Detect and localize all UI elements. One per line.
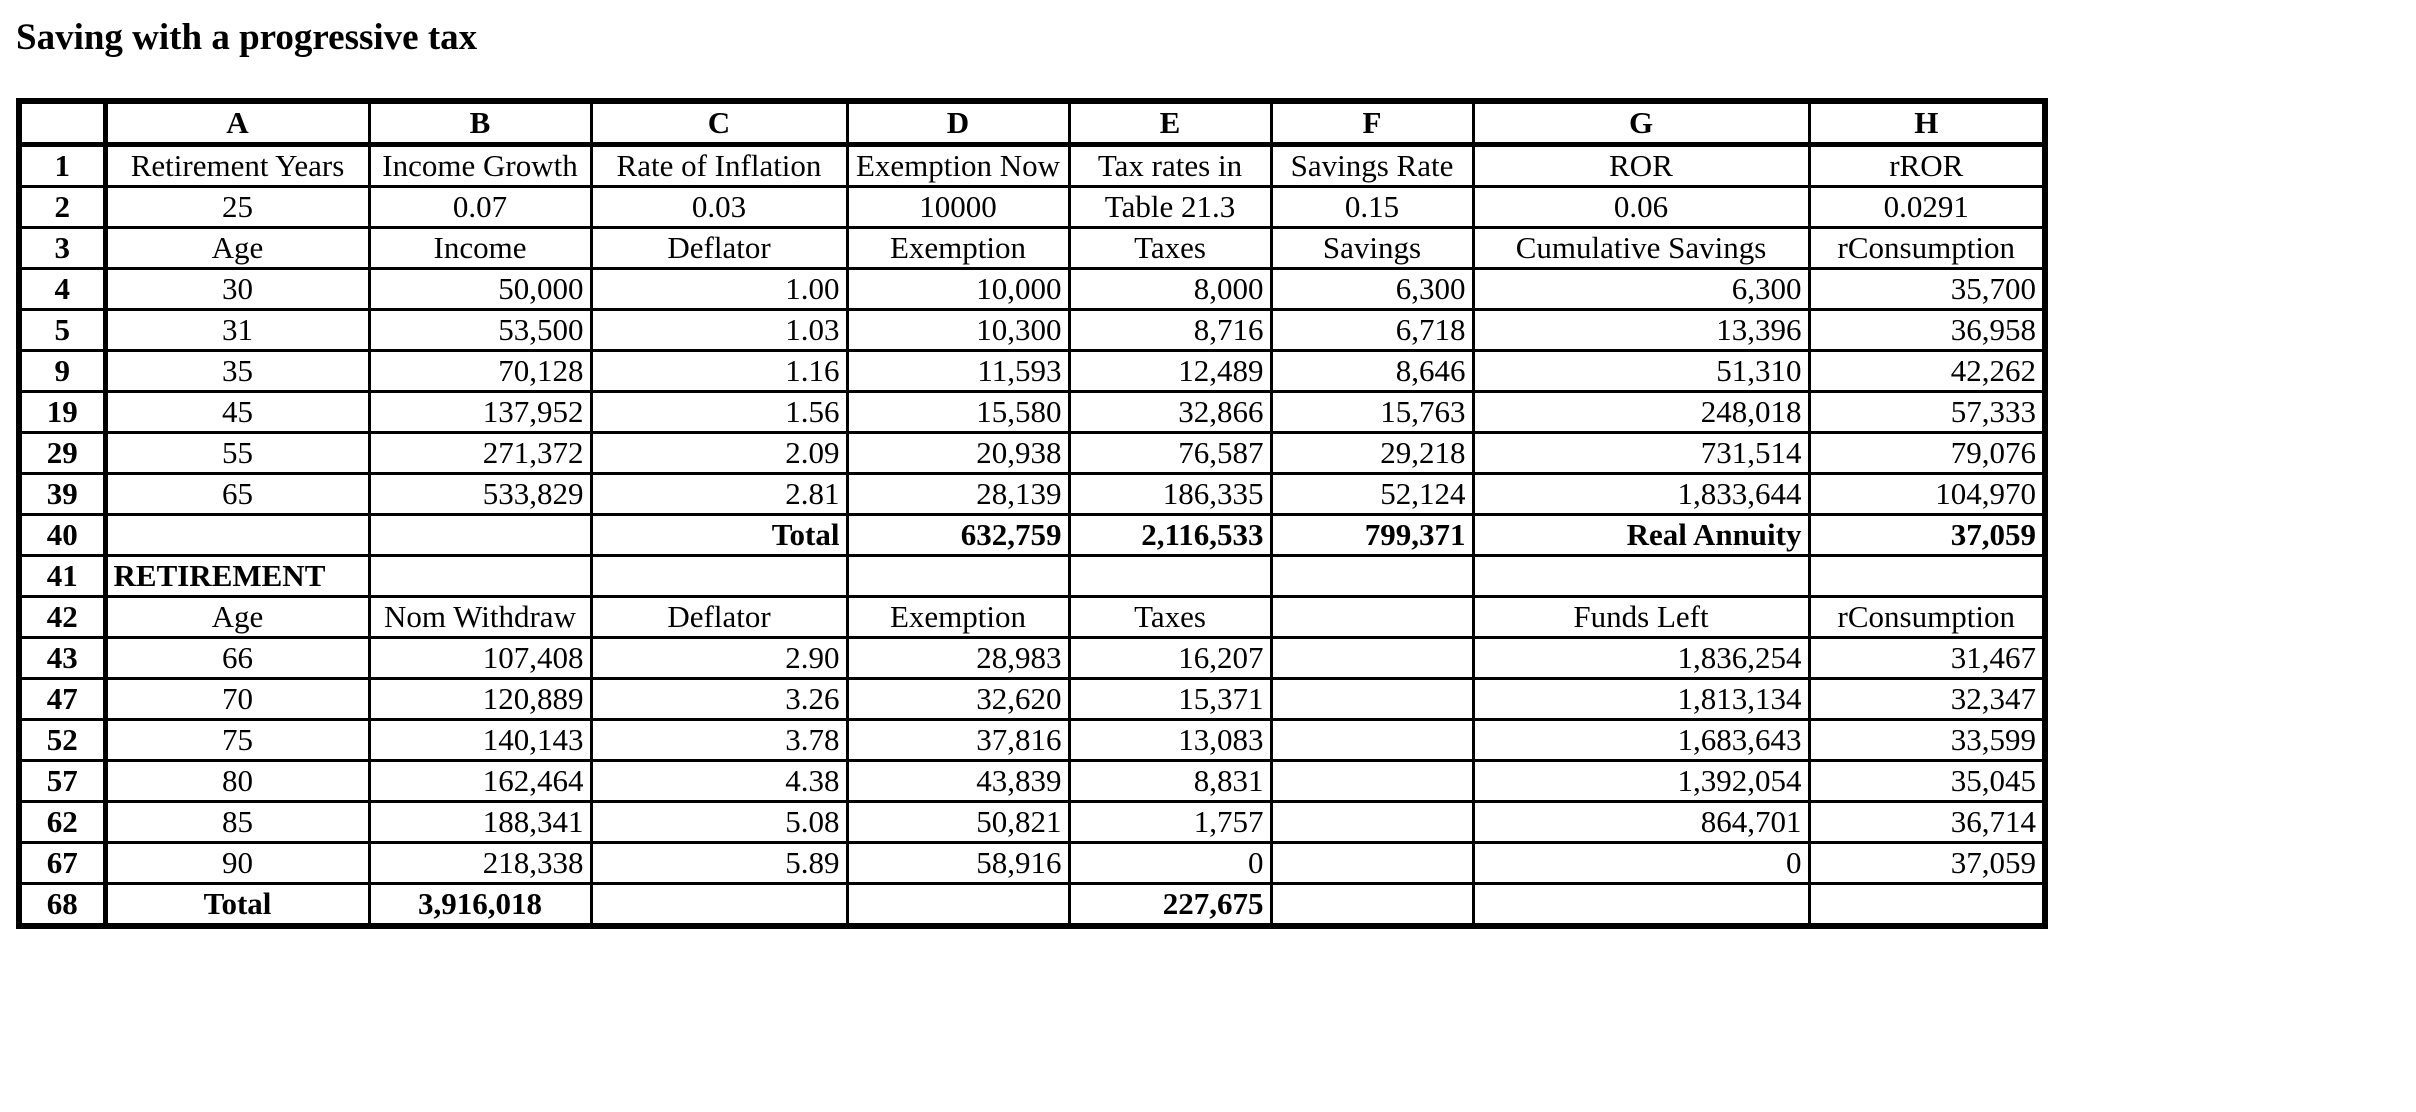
cell-b[interactable]: 137,952 [369,392,591,433]
cell-f[interactable] [1271,638,1473,679]
cell-e[interactable]: 12,489 [1069,351,1271,392]
table-row [19,433,2045,474]
cell-g[interactable]: ROR [1473,145,1809,187]
cell-d[interactable] [847,556,1069,597]
cell-h[interactable]: 32,347 [1809,679,2045,720]
cell-e[interactable]: 15,371 [1069,679,1271,720]
cell-e[interactable]: Taxes [1069,597,1271,638]
cell-g[interactable]: 51,310 [1473,351,1809,392]
cell-b[interactable]: 70,128 [369,351,591,392]
cell-d[interactable]: 43,839 [847,761,1069,802]
cell-a[interactable]: Retirement Years [105,145,369,187]
row-number[interactable]: 39 [19,474,105,515]
table-row [19,228,2045,269]
cell-e[interactable]: 8,831 [1069,761,1271,802]
cell-g[interactable] [1473,884,1809,927]
cell-f[interactable]: Savings [1271,228,1473,269]
cell-f[interactable]: Savings Rate [1271,145,1473,187]
cell-b[interactable] [369,556,591,597]
row-number[interactable]: 47 [19,679,105,720]
cell-a[interactable]: 90 [105,843,369,884]
cell-h[interactable]: 33,599 [1809,720,2045,761]
cell-f[interactable]: 6,718 [1271,310,1473,351]
cell-a[interactable]: 30 [105,269,369,310]
cell-a[interactable]: 70 [105,679,369,720]
cell-d[interactable]: 632,759 [847,515,1069,556]
cell-f[interactable] [1271,884,1473,927]
cell-c[interactable]: Deflator [591,228,847,269]
column-header-g[interactable]: G [1473,101,1809,145]
cell-b[interactable]: 50,000 [369,269,591,310]
row-number[interactable]: 41 [19,556,105,597]
cell-e[interactable]: 32,866 [1069,392,1271,433]
cell-f[interactable]: 0.15 [1271,187,1473,228]
cell-c[interactable]: 5.08 [591,802,847,843]
row-number[interactable]: 62 [19,802,105,843]
cell-a[interactable]: Age [105,228,369,269]
row-number[interactable]: 19 [19,392,105,433]
table-row [19,269,2045,310]
cell-c[interactable]: Deflator [591,597,847,638]
cell-g[interactable]: Real Annuity [1473,515,1809,556]
table-row [19,474,2045,515]
cell-g[interactable] [1473,556,1809,597]
cell-c[interactable]: 0.03 [591,187,847,228]
row-number[interactable]: 40 [19,515,105,556]
cell-a[interactable]: 66 [105,638,369,679]
table-row [19,761,2045,802]
cell-a[interactable]: 65 [105,474,369,515]
cell-h[interactable]: 37,059 [1809,843,2045,884]
cell-e[interactable]: 76,587 [1069,433,1271,474]
cell-a[interactable]: RETIREMENT [105,556,369,597]
cell-e[interactable]: 13,083 [1069,720,1271,761]
cell-h[interactable]: 79,076 [1809,433,2045,474]
cell-b[interactable]: 3,916,018 [369,884,591,927]
cell-g[interactable]: 0.06 [1473,187,1809,228]
cell-e[interactable]: Table 21.3 [1069,187,1271,228]
column-header-d[interactable]: D [847,101,1069,145]
cell-e[interactable]: 186,335 [1069,474,1271,515]
cell-c[interactable] [591,884,847,927]
cell-e[interactable]: 1,757 [1069,802,1271,843]
row-number[interactable]: 2 [19,187,105,228]
column-header-row [19,101,2045,145]
cell-f[interactable]: 799,371 [1271,515,1473,556]
cell-f[interactable] [1271,556,1473,597]
column-header-f[interactable]: F [1271,101,1473,145]
cell-f[interactable]: 29,218 [1271,433,1473,474]
cell-b[interactable]: 188,341 [369,802,591,843]
cell-c[interactable]: 1.16 [591,351,847,392]
cell-f[interactable] [1271,720,1473,761]
cell-d[interactable]: Exemption [847,597,1069,638]
cell-g[interactable]: 864,701 [1473,802,1809,843]
cell-d[interactable]: Exemption [847,228,1069,269]
cell-c[interactable]: 5.89 [591,843,847,884]
column-header-h[interactable]: H [1809,101,2045,145]
cell-b[interactable]: Income [369,228,591,269]
row-number[interactable]: 42 [19,597,105,638]
cell-b[interactable]: 0.07 [369,187,591,228]
cell-b[interactable] [369,515,591,556]
cell-f[interactable] [1271,843,1473,884]
cell-d[interactable]: 20,938 [847,433,1069,474]
cell-a[interactable]: 75 [105,720,369,761]
page-title: Saving with a progressive tax [16,17,478,58]
table-row [19,597,2045,638]
cell-a[interactable]: Age [105,597,369,638]
cell-g[interactable]: 248,018 [1473,392,1809,433]
cell-c[interactable]: 4.38 [591,761,847,802]
table-row [19,720,2045,761]
cell-d[interactable]: 58,916 [847,843,1069,884]
cell-h[interactable]: 37,059 [1809,515,2045,556]
cell-b[interactable]: Nom Withdraw [369,597,591,638]
cell-b[interactable]: 140,143 [369,720,591,761]
table-row [19,556,2045,597]
cell-h[interactable]: 36,958 [1809,310,2045,351]
cell-c[interactable]: 1.03 [591,310,847,351]
cell-f[interactable]: 6,300 [1271,269,1473,310]
cell-c[interactable]: 3.78 [591,720,847,761]
table-row [19,351,2045,392]
column-header-e[interactable]: E [1069,101,1271,145]
cell-f[interactable] [1271,679,1473,720]
cell-g[interactable]: Funds Left [1473,597,1809,638]
cell-a[interactable]: 25 [105,187,369,228]
cell-f[interactable]: 15,763 [1271,392,1473,433]
table-row [19,515,2045,556]
cell-c[interactable]: Total [591,515,847,556]
row-number[interactable]: 67 [19,843,105,884]
cell-c[interactable]: 2.90 [591,638,847,679]
cell-d[interactable]: Exemption Now [847,145,1069,187]
row-number[interactable]: 5 [19,310,105,351]
cell-f[interactable]: 52,124 [1271,474,1473,515]
cell-b[interactable]: 162,464 [369,761,591,802]
cell-d[interactable]: 10000 [847,187,1069,228]
row-number[interactable]: 29 [19,433,105,474]
cell-a[interactable]: 35 [105,351,369,392]
cell-d[interactable]: 10,300 [847,310,1069,351]
cell-e[interactable] [1069,556,1271,597]
cell-e[interactable]: Taxes [1069,228,1271,269]
cell-b[interactable]: Income Growth [369,145,591,187]
cell-a[interactable]: Total [105,884,369,927]
cell-e[interactable]: Tax rates in [1069,145,1271,187]
table-row [19,392,2045,433]
cell-e[interactable]: 16,207 [1069,638,1271,679]
cell-a[interactable] [105,515,369,556]
cell-a[interactable]: 45 [105,392,369,433]
corner-cell[interactable] [19,101,105,145]
cell-e[interactable]: 227,675 [1069,884,1271,927]
cell-h[interactable]: 104,970 [1809,474,2045,515]
cell-d[interactable]: 28,983 [847,638,1069,679]
cell-c[interactable]: 1.56 [591,392,847,433]
row-number[interactable]: 68 [19,884,105,927]
table-row [19,884,2045,927]
cell-d[interactable]: 10,000 [847,269,1069,310]
cell-b[interactable]: 533,829 [369,474,591,515]
cell-g[interactable]: 1,836,254 [1473,638,1809,679]
cell-e[interactable]: 8,000 [1069,269,1271,310]
cell-b[interactable]: 53,500 [369,310,591,351]
cell-e[interactable]: 0 [1069,843,1271,884]
cell-g[interactable]: 13,396 [1473,310,1809,351]
cell-c[interactable]: 3.26 [591,679,847,720]
column-header-a[interactable]: A [105,101,369,145]
cell-e[interactable]: 2,116,533 [1069,515,1271,556]
cell-c[interactable] [591,556,847,597]
column-header-c[interactable]: C [591,101,847,145]
cell-g[interactable]: Cumulative Savings [1473,228,1809,269]
cell-b[interactable]: 218,338 [369,843,591,884]
cell-h[interactable]: 42,262 [1809,351,2045,392]
cell-d[interactable]: 11,593 [847,351,1069,392]
row-number[interactable]: 3 [19,228,105,269]
cell-c[interactable]: 1.00 [591,269,847,310]
table-row [19,638,2045,679]
cell-d[interactable]: 32,620 [847,679,1069,720]
cell-h[interactable] [1809,884,2045,927]
cell-g[interactable]: 1,392,054 [1473,761,1809,802]
cell-h[interactable]: 35,700 [1809,269,2045,310]
cell-a[interactable]: 55 [105,433,369,474]
cell-b[interactable]: 120,889 [369,679,591,720]
cell-h[interactable]: 31,467 [1809,638,2045,679]
cell-a[interactable]: 80 [105,761,369,802]
cell-h[interactable]: rROR [1809,145,2045,187]
cell-d[interactable] [847,884,1069,927]
cell-g[interactable]: 731,514 [1473,433,1809,474]
cell-d[interactable]: 28,139 [847,474,1069,515]
cell-d[interactable]: 37,816 [847,720,1069,761]
cell-h[interactable]: 36,714 [1809,802,2045,843]
row-number[interactable]: 57 [19,761,105,802]
row-number[interactable]: 43 [19,638,105,679]
cell-c[interactable]: Rate of Inflation [591,145,847,187]
cell-g[interactable]: 6,300 [1473,269,1809,310]
cell-e[interactable]: 8,716 [1069,310,1271,351]
cell-h[interactable] [1809,556,2045,597]
table-row [19,802,2045,843]
cell-h[interactable]: 35,045 [1809,761,2045,802]
row-number[interactable]: 1 [19,145,105,187]
cell-a[interactable]: 31 [105,310,369,351]
cell-f[interactable] [1271,802,1473,843]
spreadsheet-table [16,98,2048,929]
cell-h[interactable]: 0.0291 [1809,187,2045,228]
row-number[interactable]: 52 [19,720,105,761]
cell-g[interactable]: 1,813,134 [1473,679,1809,720]
cell-c[interactable]: 2.09 [591,433,847,474]
cell-a[interactable]: 85 [105,802,369,843]
cell-f[interactable] [1271,597,1473,638]
row-number[interactable]: 9 [19,351,105,392]
cell-g[interactable]: 1,833,644 [1473,474,1809,515]
cell-h[interactable]: rConsumption [1809,228,2045,269]
cell-h[interactable]: rConsumption [1809,597,2045,638]
cell-h[interactable]: 57,333 [1809,392,2045,433]
cell-c[interactable]: 2.81 [591,474,847,515]
cell-d[interactable]: 15,580 [847,392,1069,433]
table-row [19,843,2045,884]
cell-g[interactable]: 1,683,643 [1473,720,1809,761]
table-row [19,679,2045,720]
cell-b[interactable]: 107,408 [369,638,591,679]
column-header-b[interactable]: B [369,101,591,145]
cell-b[interactable]: 271,372 [369,433,591,474]
table-row [19,310,2045,351]
cell-f[interactable] [1271,761,1473,802]
cell-f[interactable]: 8,646 [1271,351,1473,392]
row-number[interactable]: 4 [19,269,105,310]
table-row [19,145,2045,187]
table-row [19,187,2045,228]
cell-d[interactable]: 50,821 [847,802,1069,843]
cell-g[interactable]: 0 [1473,843,1809,884]
